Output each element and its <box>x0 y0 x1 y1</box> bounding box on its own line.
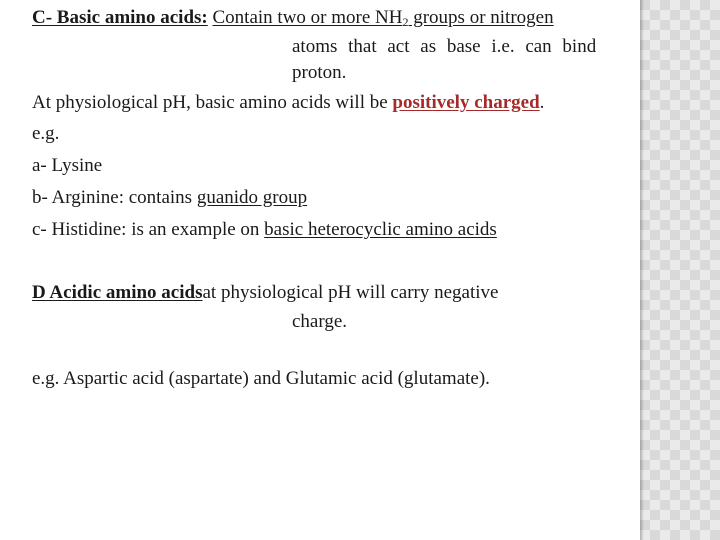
eg-label: e.g. <box>32 123 60 144</box>
section-c-first-line <box>32 6 554 30</box>
section-c-intro <box>213 7 554 28</box>
section-d-first-line <box>32 281 498 305</box>
section-d-text-2: charge. <box>292 311 348 332</box>
section-c-intro-before: Contain two or more NH <box>212 7 403 28</box>
section-d-example: e.g. Aspartic acid (aspartate) and Glutamic acid (glutamate). <box>32 368 490 389</box>
example-b-arginine <box>32 186 307 210</box>
section-d-text-1: at physiological pH will carry negative <box>202 282 499 303</box>
section-c-heading: C- Basic amino acids: <box>32 7 208 28</box>
nh-subscript: 2 <box>402 15 409 29</box>
section-c-intro-after: groups or nitrogen <box>408 7 554 28</box>
section-d-heading: D Acidic amino acids <box>32 282 203 303</box>
example-b-prefix: b- Arginine: contains <box>32 187 197 208</box>
positively-charged-highlight: positively charged <box>392 92 540 113</box>
physiological-text-after: . <box>539 92 545 113</box>
section-c-continuation-1: atoms that act as base i.e. can bind <box>292 36 597 57</box>
example-a-lysine: a- Lysine <box>32 155 103 176</box>
example-c-histidine <box>32 218 497 242</box>
basic-heterocyclic-link: basic heterocyclic amino acids <box>264 219 497 240</box>
guanido-group-link: guanido group <box>196 187 308 208</box>
decorative-side-band <box>640 0 720 540</box>
example-c-prefix: c- Histidine: is an example on <box>32 219 265 240</box>
physiological-charge-line <box>32 91 544 115</box>
section-c-continuation-2: proton. <box>292 62 347 83</box>
physiological-text-before: At physiological pH, basic amino acids will be <box>32 92 393 113</box>
